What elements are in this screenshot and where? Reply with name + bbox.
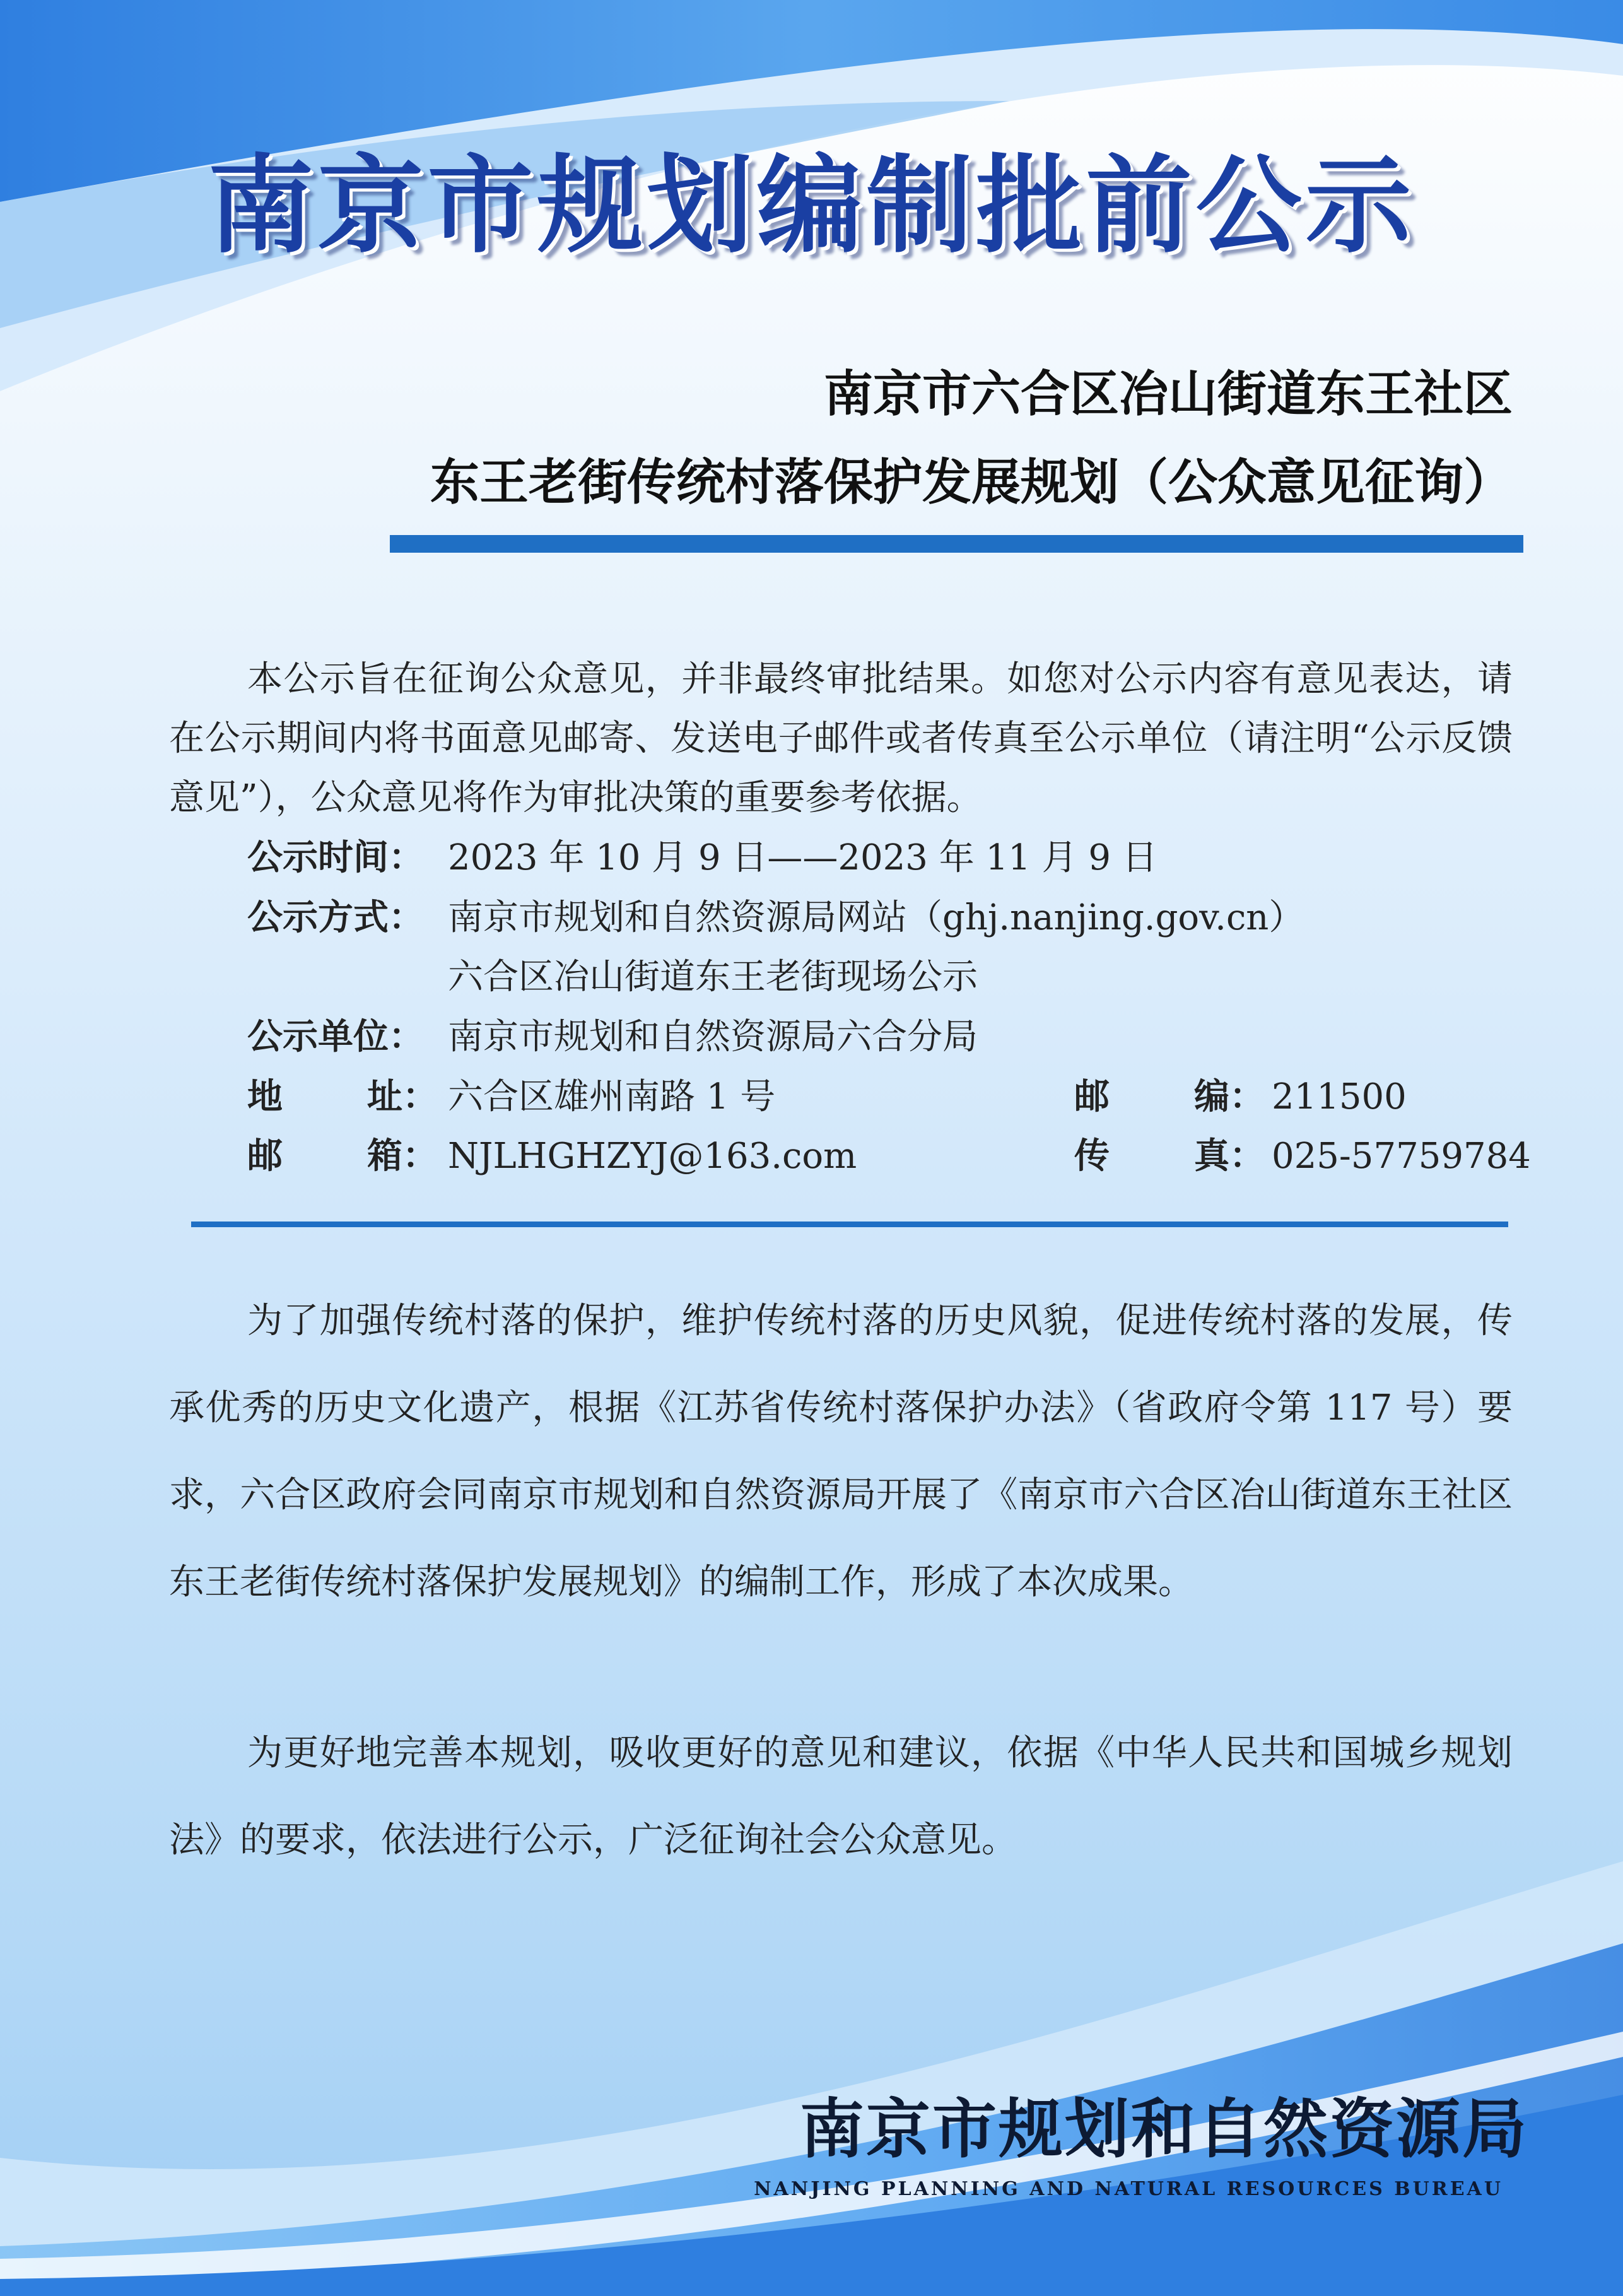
fax [1074,1127,1531,1186]
publication-time-label: 公示时间： [247,837,424,878]
postcode [1074,1068,1407,1127]
address-row [247,1068,1407,1127]
email-label: 邮 箱： [247,1136,438,1177]
publication-method-value-onsite: 六合区冶山街道东王老街现场公示 [448,957,978,998]
page-title: 南京市规划编制批前公示 [208,143,1415,268]
email-row [247,1127,1531,1186]
publication-unit-row [247,1008,978,1067]
postcode-value: 211500 [1272,1076,1407,1117]
plan-subtitle-line2: 东王老街传统村落保护发展规划（公众意见征询） [430,454,1513,511]
section-divider [191,1222,1508,1227]
body-paragraph-2: 为更好地完善本规划，吸收更好的意见和建议，依据《中华人民共和国城乡规划法》的要求，依法进行公示，广泛征询社会公众意见。 [169,1733,1513,1861]
plan-subtitle-line1: 南京市六合区冶山街道东王社区 [823,365,1513,423]
publication-time-row [247,828,1157,888]
address-value: 六合区雄州南路 1 号 [448,1076,776,1117]
fax-value: 025-57759784 [1272,1136,1531,1177]
footer-org-name-english: NANJING PLANNING AND NATURAL RESOURCES BUREAU [754,2178,1503,2200]
header-divider [390,535,1523,553]
footer-org-name: 南京市规划和自然资源局 [800,2092,1528,2167]
publication-unit-label: 公示单位： [247,1016,424,1057]
fax-label: 传 真： [1074,1136,1265,1177]
publication-method-row [247,888,1304,948]
publication-method-label: 公示方式： [247,897,424,938]
postcode-label: 邮 编： [1074,1076,1265,1117]
email-value[interactable]: NJLHGHZYJ@163.com [448,1136,857,1177]
publication-method-value-website: 南京市规划和自然资源局网站（ghj.nanjing.gov.cn） [448,897,1304,938]
address-label: 地 址： [247,1076,438,1117]
publication-time-value: 2023 年 10 月 9 日——2023 年 11 月 9 日 [448,837,1157,878]
publication-method-row-2 [247,948,978,1007]
body-paragraph-1: 为了加强传统村落的保护，维护传统村落的历史风貌，促进传统村落的发展，传承优秀的历史文化遗产，根据《江苏省传统村落保护办法》（省政府令第 117 号）要求，六合区政府会同南京市规划和自然资源局开展了《南京市六合区冶山街道东王社区东王老街传统村落保护发展规划》的编制工作，形成了本次成果。 [169,1300,1513,1603]
publication-unit-value: 南京市规划和自然资源局六合分局 [448,1016,978,1057]
notice-intro: 本公示旨在征询公众意见，并非最终审批结果。如您对公示内容有意见表达，请在公示期间内将书面意见邮寄、发送电子邮件或者传真至公示单位（请注明“公示反馈意见”），公众意见将作为审批决策的重要参考依据。 [169,659,1513,818]
